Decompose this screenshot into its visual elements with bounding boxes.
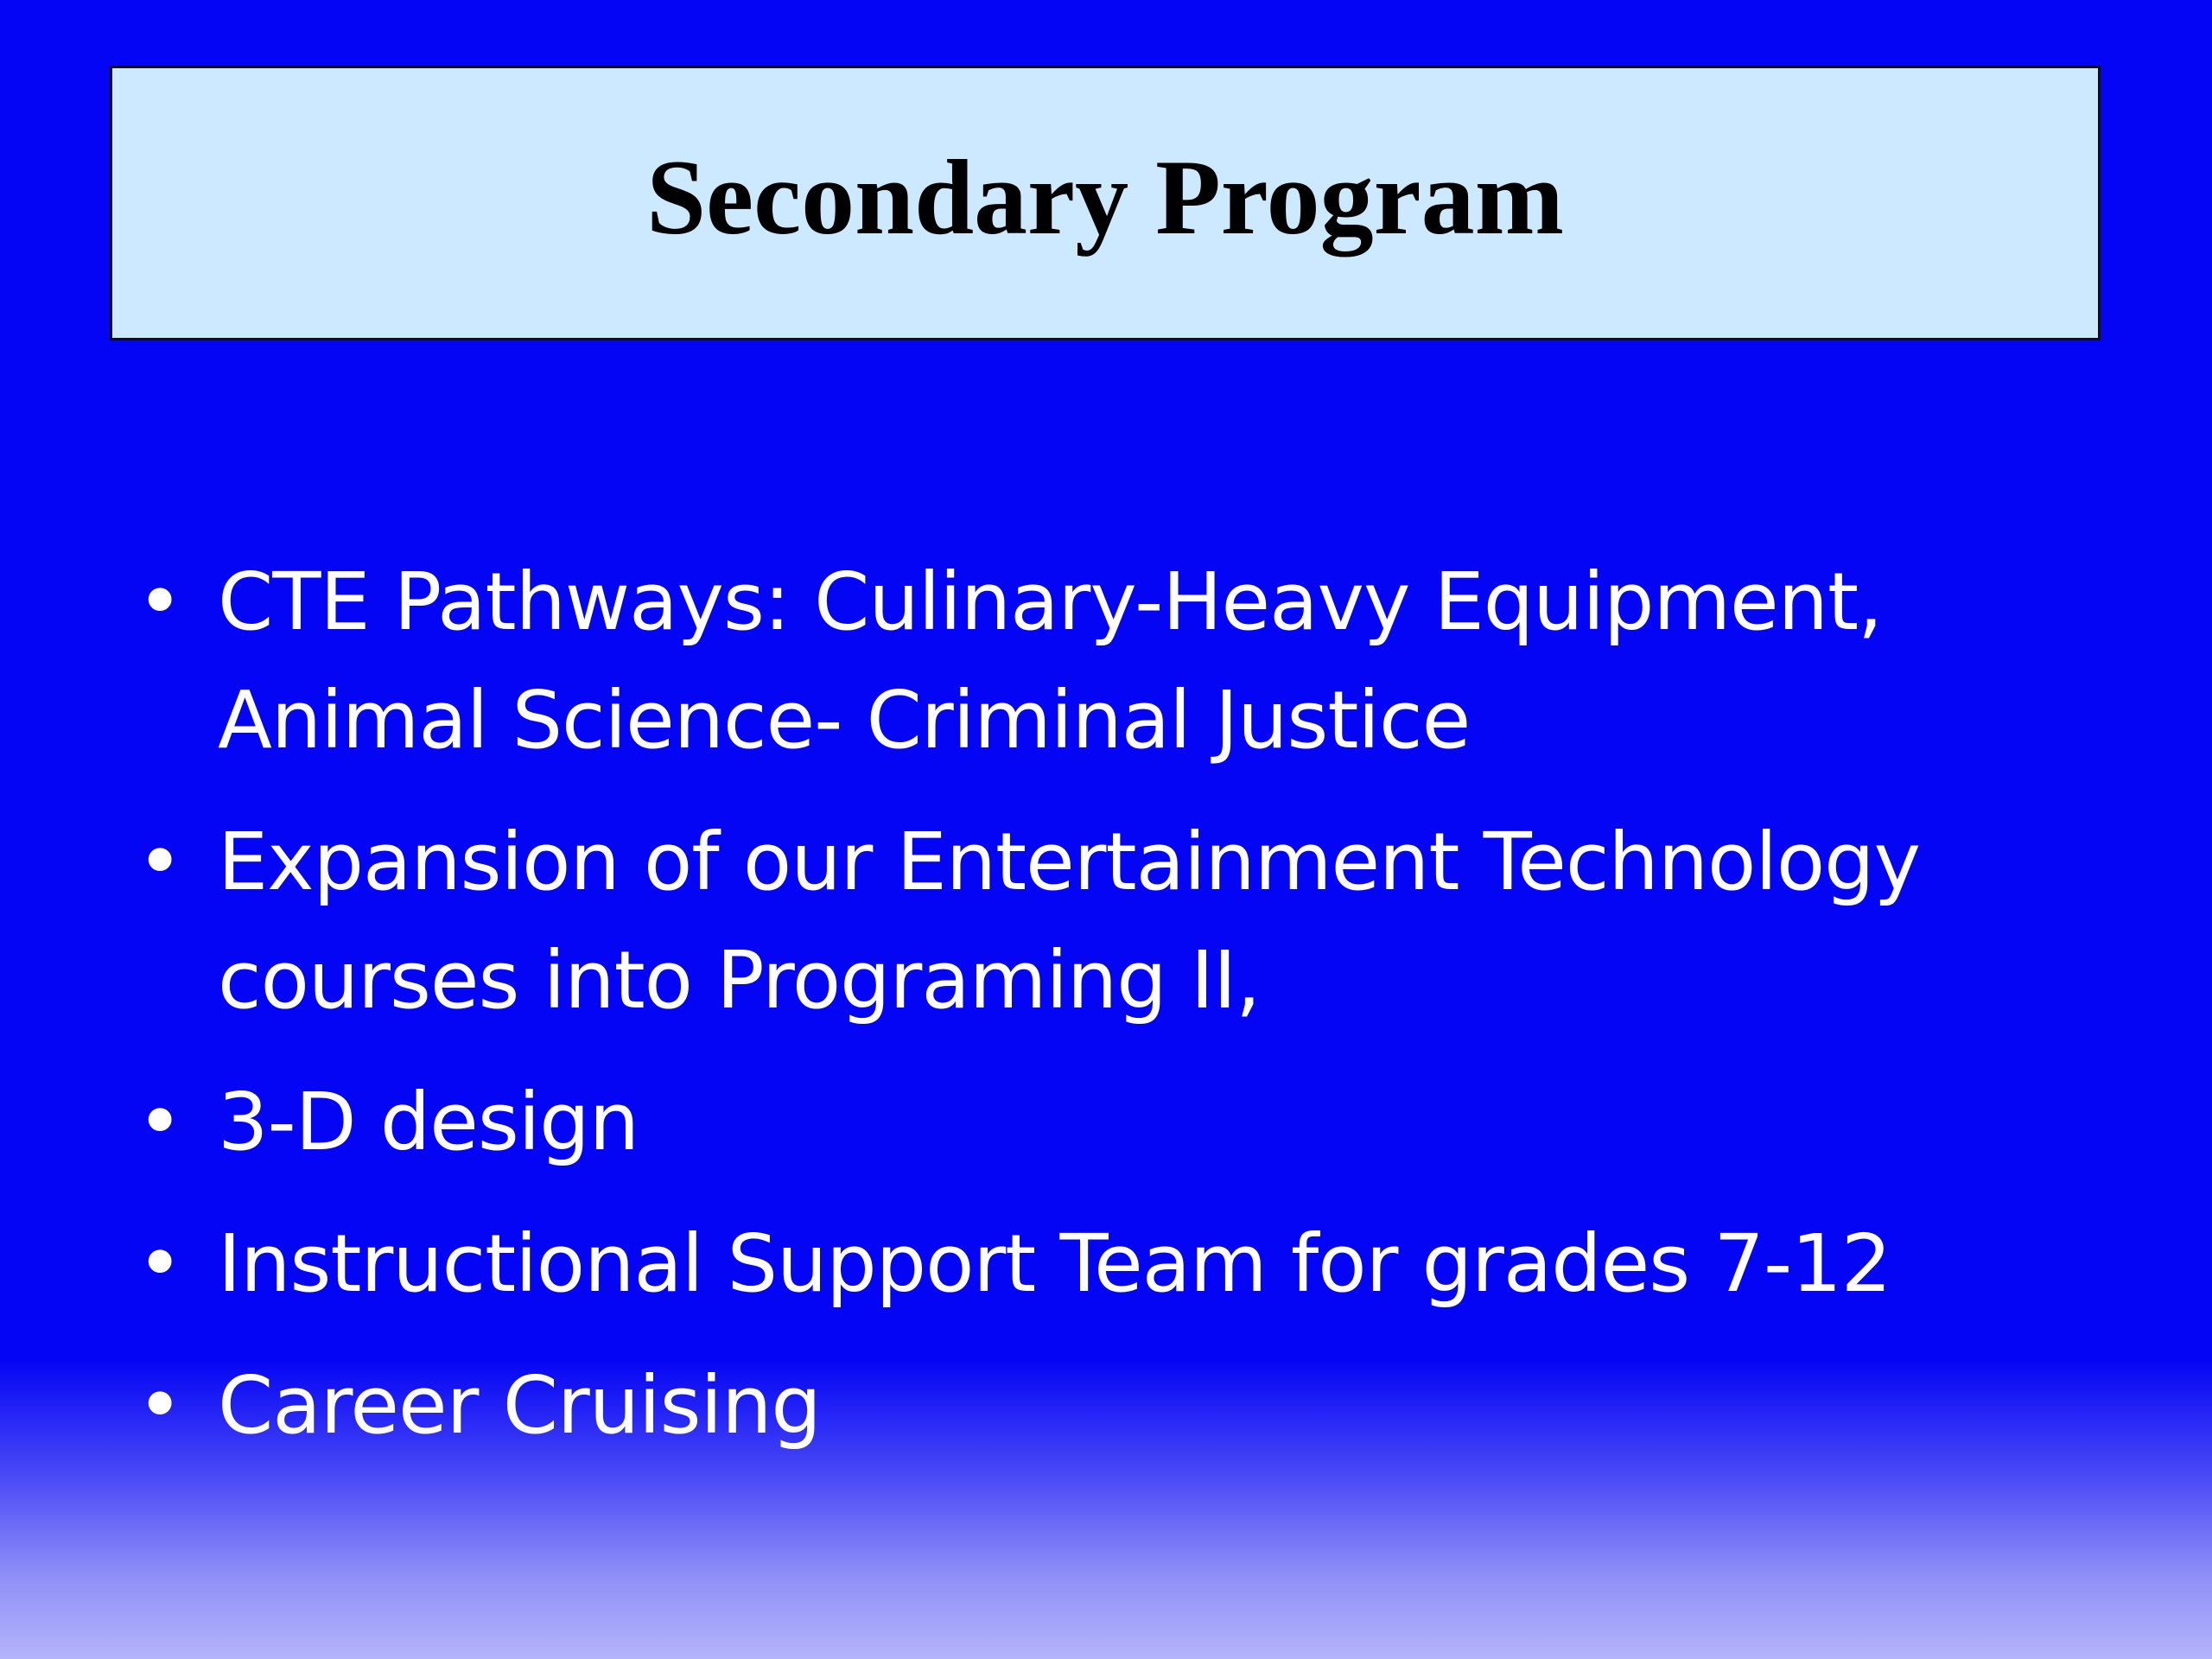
bullet-text: Instructional Support Team for grades 7-12 bbox=[218, 1217, 1891, 1310]
bullet-text: Expansion of our Entertainment Technology courses into Programing II, bbox=[218, 816, 1921, 1027]
bullet-text: CTE Pathways: Culinary-Heavy Equipment, Animal Science- Criminal Justice bbox=[218, 556, 1883, 766]
bullet-text: Career Cruising bbox=[218, 1359, 821, 1452]
bullet-icon: • bbox=[137, 556, 183, 648]
bullet-item-3d-design bbox=[130, 1063, 2143, 1181]
bullet-item-entertainment-technology bbox=[130, 803, 2143, 1039]
title-box bbox=[110, 66, 2101, 340]
bullet-list bbox=[130, 543, 2143, 1488]
bullet-icon: • bbox=[137, 1076, 183, 1168]
bullet-icon: • bbox=[137, 1217, 183, 1310]
bullet-item-cte-pathways bbox=[130, 543, 2143, 779]
bullet-icon: • bbox=[137, 816, 183, 908]
bullet-icon: • bbox=[137, 1359, 183, 1452]
bullet-text: 3-D design bbox=[218, 1076, 639, 1168]
slide-title: Secondary Program bbox=[646, 138, 1564, 257]
bullet-item-career-cruising bbox=[130, 1346, 2143, 1465]
bullet-item-instructional-support bbox=[130, 1205, 2143, 1323]
